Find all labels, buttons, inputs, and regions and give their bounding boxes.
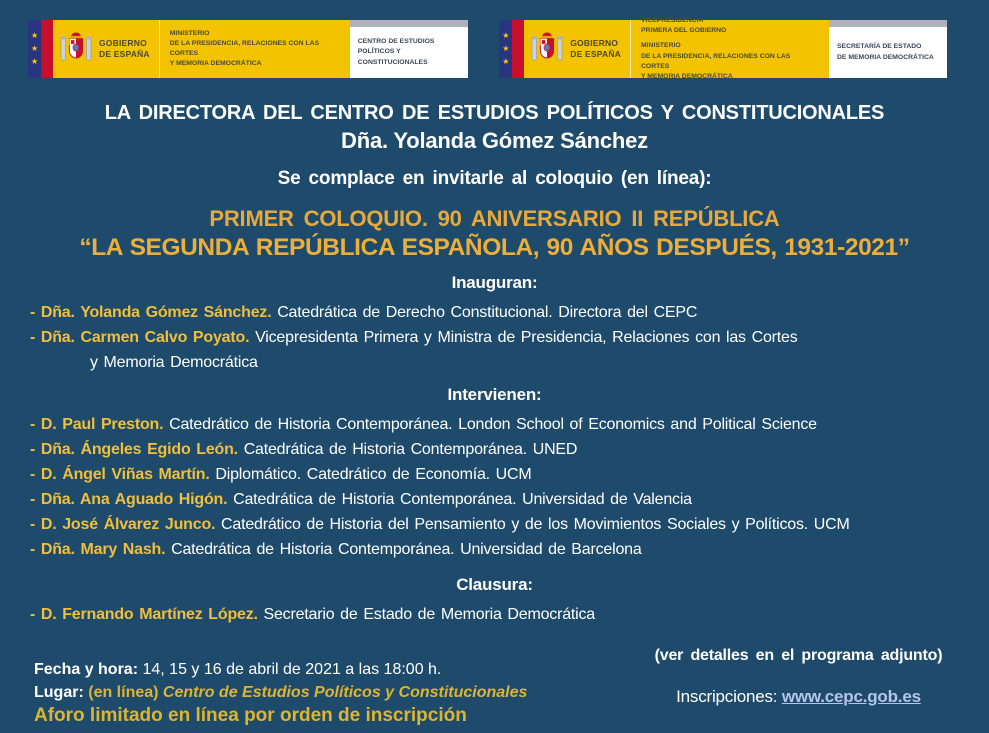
- director-name: Dña. Yolanda Gómez Sánchez: [341, 128, 648, 153]
- speaker-item: [30, 437, 981, 462]
- eu-stars-icon: ★ ★ ★: [499, 20, 512, 78]
- footer-left: [34, 647, 626, 727]
- ver-detalles-line: (ver detalles en el programa adjunto): [654, 647, 943, 664]
- flag-red-bar: [512, 20, 524, 78]
- speaker-name: - Dña. Yolanda Gómez Sánchez.: [30, 304, 272, 321]
- speaker-name: - D. José Álvarez Junco.: [30, 516, 216, 533]
- speaker-desc: Catedrática de Historia Contemporánea. Universidad de Barcelona: [171, 541, 642, 558]
- spain-coat-of-arms-icon: [531, 30, 563, 68]
- cepc-unit-box: [350, 20, 468, 78]
- eu-stars-icon: ★ ★ ★: [28, 20, 41, 78]
- logo-row: [0, 0, 989, 78]
- lugar-line: [34, 684, 626, 702]
- intervienen-list: [30, 412, 981, 562]
- speaker-desc: Vicepresidenta Primera y Ministra de Presidencia, Relaciones con las Cortes: [255, 329, 798, 346]
- speaker-name: - Dña. Mary Nash.: [30, 541, 166, 558]
- aforo-line: Aforo limitado en línea por orden de inscripción: [34, 705, 467, 726]
- speaker-desc-continued: y Memoria Democrática: [90, 354, 258, 371]
- speaker-desc: Diplomático. Catedrático de Economía. UCM: [215, 466, 532, 483]
- lugar-venue: Centro de Estudios Políticos y Constitucionales: [162, 684, 528, 701]
- unit-box-top-bar: [829, 20, 947, 27]
- logo-cepc: [28, 20, 468, 78]
- speaker-item: [30, 300, 981, 325]
- speaker-desc: Catedrática de Historia Contemporánea. UNED: [243, 441, 578, 458]
- speaker-name: - Dña. Ángeles Egido León.: [30, 441, 238, 458]
- speaker-desc: Catedrática de Derecho Constitucional. Directora del CEPC: [277, 304, 698, 321]
- fecha-line: [34, 661, 626, 679]
- lugar-label: Lugar:: [34, 684, 84, 701]
- speaker-item: [30, 537, 981, 562]
- speaker-item: [30, 412, 981, 437]
- speaker-name: - D. Ángel Viñas Martín.: [30, 466, 210, 483]
- speaker-name: - D. Fernando Martínez López.: [30, 606, 258, 623]
- invitation-line: Se complace en invitarle al coloquio (en línea):: [277, 168, 712, 189]
- speaker-desc: Catedrático de Historia del Pensamiento y de los Movimientos Sociales y Políticos. UCM: [221, 516, 850, 533]
- speaker-item: [30, 602, 981, 627]
- event-title-line2: “LA SEGUNDA REPÚBLICA ESPAÑOLA, 90 AÑOS DESPUÉS, 1931-2021”: [79, 234, 910, 261]
- inscripciones-line: [626, 687, 971, 707]
- speaker-item: [30, 512, 981, 537]
- speaker-desc: Catedrático de Historia Contemporánea. London School of Economics and Political Science: [169, 416, 817, 433]
- logo-right-yellow-band: [524, 16, 829, 80]
- vicepresidencia-ministry-label: VICEPRESIDENCIA PRIMERA DEL GOBIERNO MINISTERIO DE LA PRESIDENCIA, RELACIONES CON LAS CORTES Y MEMORIA DEMOCRÁTICA: [641, 16, 791, 80]
- secretaria-unit-label: SECRETARÍA DE ESTADO DE MEMORIA DEMOCRÁTICA: [837, 43, 934, 61]
- secretaria-unit-box: [829, 20, 947, 78]
- speaker-name: - Dña. Ana Aguado Higón.: [30, 491, 228, 508]
- ministry-label: MINISTERIO DE LA PRESIDENCIA, RELACIONES CON LAS CORTES Y MEMORIA DEMOCRÁTICA: [169, 29, 320, 68]
- speaker-name: - Dña. Carmen Calvo Poyato.: [30, 329, 250, 346]
- section-heading-inauguran: Inauguran:: [451, 273, 538, 292]
- inscripciones-label: Inscripciones:: [676, 687, 778, 706]
- speaker-item: [30, 325, 981, 375]
- lugar-online: (en línea): [88, 684, 159, 701]
- speaker-name: - D. Paul Preston.: [30, 416, 164, 433]
- speaker-item: [30, 487, 981, 512]
- fecha-label: Fecha y hora:: [34, 661, 139, 678]
- event-title-line1: PRIMER COLOQUIO. 90 ANIVERSARIO II REPÚBLICA: [209, 206, 780, 231]
- section-heading-clausura: Clausura:: [456, 575, 533, 594]
- flag-red-bar: [41, 20, 53, 78]
- unit-box-top-bar: [350, 20, 468, 27]
- gobierno-espana-label: GOBIERNO DE ESPAÑA: [570, 37, 621, 59]
- cepc-unit-label: CENTRO DE ESTUDIOS POLÍTICOS Y CONSTITUCIONALES: [357, 38, 435, 66]
- gobierno-espana-label: GOBIERNO DE ESPAÑA: [99, 37, 150, 59]
- inauguran-list: [30, 300, 981, 375]
- inscripciones-link[interactable]: www.cepc.gob.es: [781, 687, 921, 706]
- logo-left-yellow-band: [53, 20, 350, 78]
- fecha-value: 14, 15 y 16 de abril de 2021 a las 18:00 h.: [142, 661, 442, 678]
- speaker-desc: Catedrática de Historia Contemporánea. Universidad de Valencia: [233, 491, 692, 508]
- director-title: LA DIRECTORA DEL CENTRO DE ESTUDIOS POLÍTICOS Y CONSTITUCIONALES: [104, 102, 885, 124]
- clausura-list: [30, 602, 981, 627]
- section-heading-intervienen: Intervienen:: [447, 385, 542, 404]
- speaker-desc: Secretario de Estado de Memoria Democrática: [263, 606, 596, 623]
- spain-coat-of-arms-icon: [60, 30, 92, 68]
- footer-right: [626, 647, 971, 727]
- footer: [0, 647, 989, 727]
- speaker-item: [30, 462, 981, 487]
- logo-memoria-democratica: [499, 16, 947, 80]
